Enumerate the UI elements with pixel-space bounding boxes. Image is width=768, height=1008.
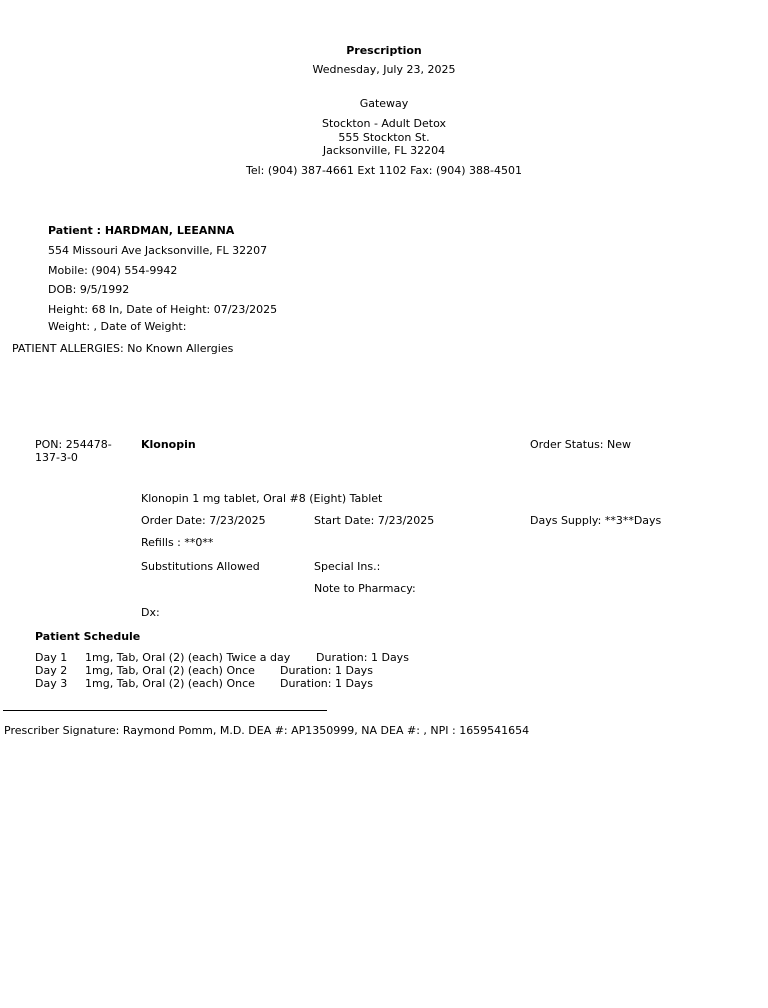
patient-mobile: Mobile: (904) 554-9942 [48, 264, 178, 277]
patient-weight: Weight: , Date of Weight: [48, 320, 187, 333]
schedule-duration: Duration: 1 Days [280, 677, 373, 690]
schedule-day: Day 2 [35, 664, 68, 677]
schedule-duration: Duration: 1 Days [316, 651, 409, 664]
schedule-day: Day 3 [35, 677, 68, 690]
schedule-dose: 1mg, Tab, Oral (2) (each) Once [85, 677, 255, 690]
prescription-date: Wednesday, July 23, 2025 [312, 63, 456, 76]
schedule-heading: Patient Schedule [35, 630, 141, 643]
drug-description: Klonopin 1 mg tablet, Oral #8 (Eight) Tablet [141, 492, 383, 505]
order-status: Order Status: New [530, 438, 632, 451]
refills: Refills : **0** [141, 536, 214, 549]
prescriber-signature: Prescriber Signature: Raymond Pomm, M.D. DEA #: AP1350999, NA DEA #: , NPI : 1659541654 [4, 724, 530, 737]
facility-address-line1: 555 Stockton St. [338, 131, 430, 144]
substitutions: Substitutions Allowed [141, 560, 260, 573]
facility-group: Gateway [359, 97, 409, 110]
patient-address: 554 Missouri Ave Jacksonville, FL 32207 [48, 244, 268, 257]
drug-name: Klonopin [141, 438, 196, 451]
pon-line2: 137-3-0 [35, 451, 78, 464]
patient-name: Patient : HARDMAN, LEEANNA [48, 224, 235, 237]
start-date: Start Date: 7/23/2025 [314, 514, 435, 527]
facility-address-line2: Jacksonville, FL 32204 [322, 144, 446, 157]
page-title: Prescription [346, 44, 422, 57]
schedule-day: Day 1 [35, 651, 68, 664]
days-supply: Days Supply: **3**Days [530, 514, 662, 527]
schedule-dose: 1mg, Tab, Oral (2) (each) Once [85, 664, 255, 677]
facility-name: Stockton - Adult Detox [321, 117, 447, 130]
facility-contact: Tel: (904) 387-4661 Ext 1102 Fax: (904) 388-4501 [246, 164, 522, 177]
patient-dob: DOB: 9/5/1992 [48, 283, 130, 296]
order-date: Order Date: 7/23/2025 [141, 514, 266, 527]
schedule-dose: 1mg, Tab, Oral (2) (each) Twice a day [85, 651, 291, 664]
patient-height: Height: 68 In, Date of Height: 07/23/2025 [48, 303, 278, 316]
patient-allergies: PATIENT ALLERGIES: No Known Allergies [12, 342, 234, 355]
special-instructions: Special Ins.: [314, 560, 381, 573]
diagnosis: Dx: [141, 606, 160, 619]
note-to-pharmacy: Note to Pharmacy: [314, 582, 416, 595]
schedule-duration: Duration: 1 Days [280, 664, 373, 677]
signature-line [3, 710, 327, 711]
pon-line1: PON: 254478- [35, 438, 112, 451]
